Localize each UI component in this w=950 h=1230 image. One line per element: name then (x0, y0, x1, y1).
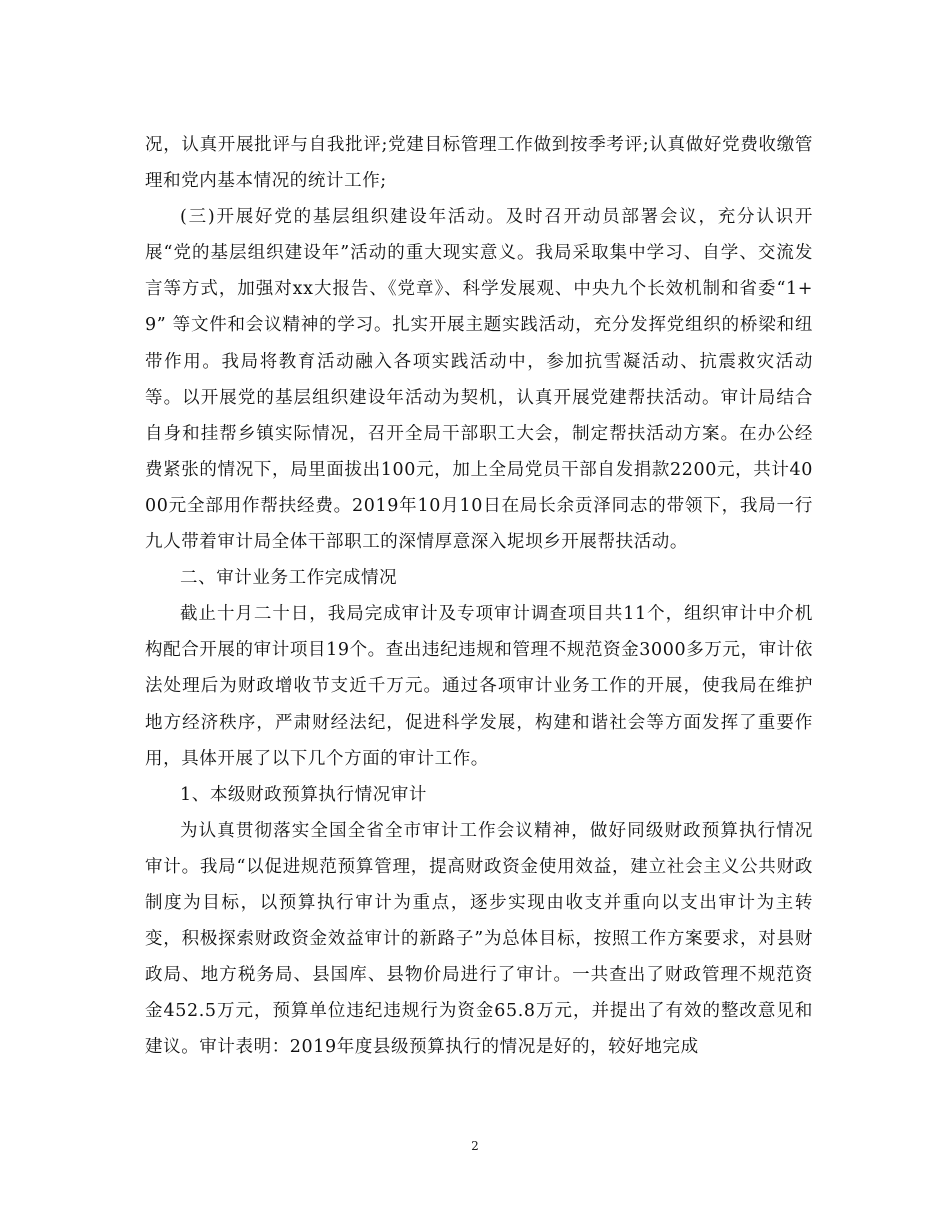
paragraph-budget-audit: 为认真贯彻落实全国全省全市审计工作会议精神，做好同级财政预算执行情况审计。我局“以促进规范预算管理，提高财政资金使用效益，建立社会主义公共财政制度为目标，以预算执行审计为重点，逐步实现由收支并重向以支出审计为主转变，积极探索财政资金效益审计的新路子”为总体目标，按照工作方案要求，对县财政局、地方税务局、县国库、县物价局进行了审计。一共查出了财政管理不规范资金452.5万元，预算单位违纪违规行为资金65.8万元，并提出了有效的整改意见和建议。审计表明：2019年度县级预算执行的情况是好的，较好地完成 (145, 820, 813, 1058)
paragraph-party-building-year: (三)开展好党的基层组织建设年活动。及时召开动员部署会议，充分认识开展“党的基层组织建设年”活动的重大现实意义。我局采取集中学习、自学、交流发言等方式，加强对xx大报告、《党章》、科学发展观、中央九个长效机制和省委“1+9” 等文件和会议精神的学习。扎实开展主题实践活动，充分发挥党组织的桥梁和纽带作用。我局将教育活动融入各项实践活动中，参加抗雪凝活动、抗震救灾活动等。以开展党的基层组织建设年活动为契机，认真开展党建帮扶活动。审计局结合自身和挂帮乡镇实际情况，召开全局干部职工大会，制定帮扶活动方案。在办公经费紧张的情况下，局里面拔出100元，加上全局党员干部自发捐款2200元，共计4000元全部用作帮扶经费。2019年10月10日在局长余贡泽同志的带领下，我局一行九人带着审计局全体干部职工的深情厚意深入坭坝乡开展帮扶活动。 (145, 207, 813, 553)
paragraph-continuation: 况，认真开展批评与自我批评;党建目标管理工作做到按季考评;认真做好党费收缴管理和党内基本情况的统计工作; (145, 135, 813, 192)
document-body (145, 127, 813, 1065)
paragraph-audit-summary: 截止十月二十日，我局完成审计及专项审计调查项目共11个，组织审计中介机构配合开展的审计项目19个。查出违纪违规和管理不规范资金3000多万元，审计依法处理后为财政增收节支近千万元。通过各项审计业务工作的开展，使我局在维护地方经济秩序，严肃财经法纪，促进科学发展，构建和谐社会等方面发挥了重要作用，具体开展了以下几个方面的审计工作。 (145, 604, 813, 769)
subsection-heading-budget-audit: 1、本级财政预算执行情况审计 (180, 784, 428, 805)
page-number: 2 (471, 1139, 479, 1153)
section-heading-audit-business: 二、审计业务工作完成情况 (180, 568, 398, 589)
